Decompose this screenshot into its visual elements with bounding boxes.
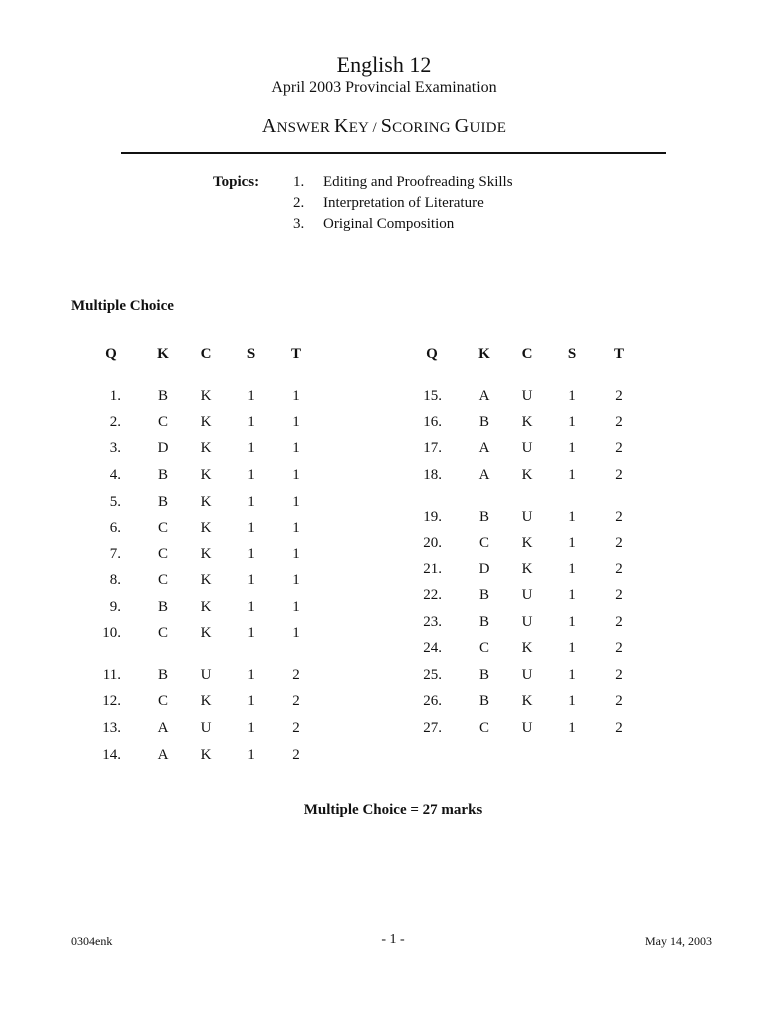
- cell-cognitive-level: U: [521, 720, 533, 736]
- cell-key: A: [157, 720, 169, 736]
- cell-topic: 2: [615, 667, 623, 683]
- cell-key: B: [478, 614, 489, 630]
- cell-key: B: [478, 587, 489, 603]
- topic-text: Editing and Proofreading Skills: [323, 174, 513, 190]
- cell-key: C: [478, 720, 489, 736]
- column-header-key: K: [157, 346, 169, 362]
- cell-key: B: [157, 667, 168, 683]
- column-header-topic: T: [613, 346, 624, 362]
- cell-cognitive-level: U: [521, 509, 533, 525]
- cell-q: 17.: [423, 440, 442, 456]
- cell-cognitive-level: K: [200, 520, 212, 536]
- cell-key: C: [157, 546, 168, 562]
- cell-cognitive-level: K: [200, 388, 212, 404]
- cell-topic: 2: [615, 388, 623, 404]
- cell-q: 2.: [109, 414, 121, 430]
- cell-score: 1: [247, 388, 255, 404]
- cell-q: 18.: [423, 467, 442, 483]
- cell-score: 1: [568, 667, 576, 683]
- topic-number: 1.: [293, 174, 305, 190]
- cell-score: 1: [247, 414, 255, 430]
- cell-key: C: [157, 414, 168, 430]
- cell-q: 20.: [423, 535, 442, 551]
- cell-score: 1: [247, 667, 255, 683]
- cell-cognitive-level: K: [200, 572, 212, 588]
- cell-score: 1: [568, 587, 576, 603]
- cell-topic: 2: [615, 640, 623, 656]
- cell-key: C: [157, 520, 168, 536]
- cell-q: 24.: [423, 640, 442, 656]
- cell-score: 1: [568, 509, 576, 525]
- column-header-key: K: [478, 346, 490, 362]
- footer-page-number: - 1 -: [381, 932, 405, 947]
- cell-cognitive-level: K: [200, 599, 212, 615]
- cell-cognitive-level: K: [200, 747, 212, 763]
- cell-topic: 2: [615, 587, 623, 603]
- cell-key: B: [478, 667, 489, 683]
- cell-score: 1: [247, 494, 255, 510]
- cell-topic: 2: [292, 747, 300, 763]
- cell-cognitive-level: K: [200, 440, 212, 456]
- cell-score: 1: [247, 467, 255, 483]
- cell-score: 1: [568, 414, 576, 430]
- cell-topic: 2: [615, 535, 623, 551]
- cell-score: 1: [568, 388, 576, 404]
- cell-cognitive-level: U: [200, 667, 212, 683]
- cell-topic: 2: [615, 693, 623, 709]
- cell-score: 1: [568, 467, 576, 483]
- cell-score: 1: [247, 720, 255, 736]
- cell-q: 4.: [109, 467, 121, 483]
- cell-topic: 2: [615, 414, 623, 430]
- column-header-q: Q: [426, 346, 438, 362]
- heading-cap: A: [261, 115, 277, 137]
- heading-divider: [121, 152, 666, 154]
- cell-q: 22.: [423, 587, 442, 603]
- cell-q: 10.: [102, 625, 121, 641]
- cell-score: 1: [568, 720, 576, 736]
- cell-cognitive-level: K: [200, 625, 212, 641]
- column-header-cognitive-level: C: [521, 346, 533, 362]
- cell-topic: 1: [292, 572, 300, 588]
- heading-small-caps: CORING: [392, 120, 455, 136]
- cell-score: 1: [568, 561, 576, 577]
- cell-score: 1: [247, 572, 255, 588]
- section-title: Multiple Choice: [71, 298, 174, 314]
- cell-score: 1: [247, 693, 255, 709]
- cell-q: 27.: [423, 720, 442, 736]
- cell-q: 7.: [109, 546, 121, 562]
- cell-score: 1: [568, 693, 576, 709]
- cell-cognitive-level: U: [521, 614, 533, 630]
- topic-number: 2.: [293, 195, 305, 211]
- heading-small-caps: NSWER: [276, 120, 335, 136]
- cell-key: A: [157, 747, 169, 763]
- heading-cap: G: [454, 115, 470, 137]
- cell-score: 1: [247, 440, 255, 456]
- cell-topic: 1: [292, 625, 300, 641]
- heading-small-caps: EY /: [348, 120, 381, 136]
- cell-key: B: [157, 388, 168, 404]
- document-subtitle: April 2003 Provincial Examination: [271, 79, 497, 96]
- cell-score: 1: [247, 747, 255, 763]
- cell-q: 3.: [109, 440, 121, 456]
- cell-q: 8.: [109, 572, 121, 588]
- answer-key-heading: [0, 115, 768, 138]
- cell-score: 1: [247, 546, 255, 562]
- cell-topic: 1: [292, 546, 300, 562]
- cell-score: 1: [247, 625, 255, 641]
- footer-document-code: 0304enk: [71, 934, 113, 948]
- summary-total: Multiple Choice = 27 marks: [303, 802, 483, 818]
- cell-key: C: [157, 625, 168, 641]
- cell-topic: 1: [292, 414, 300, 430]
- heading-cap: K: [334, 115, 349, 137]
- cell-key: B: [478, 414, 489, 430]
- cell-q: 6.: [109, 520, 121, 536]
- heading-small-caps: UIDE: [469, 120, 507, 136]
- footer-date: May 14, 2003: [645, 934, 712, 948]
- cell-cognitive-level: K: [521, 693, 533, 709]
- cell-topic: 2: [615, 440, 623, 456]
- cell-q: 15.: [423, 388, 442, 404]
- cell-topic: 1: [292, 388, 300, 404]
- cell-q: 26.: [423, 693, 442, 709]
- document-title: English 12: [336, 52, 432, 77]
- cell-topic: 2: [615, 509, 623, 525]
- cell-key: B: [157, 494, 168, 510]
- cell-score: 1: [568, 640, 576, 656]
- cell-cognitive-level: K: [200, 546, 212, 562]
- cell-cognitive-level: K: [521, 467, 533, 483]
- cell-cognitive-level: U: [200, 720, 212, 736]
- cell-q: 14.: [102, 747, 121, 763]
- cell-score: 1: [568, 614, 576, 630]
- cell-key: B: [478, 509, 489, 525]
- cell-cognitive-level: K: [200, 467, 212, 483]
- cell-score: 1: [568, 440, 576, 456]
- cell-cognitive-level: K: [200, 494, 212, 510]
- heading-cap: S: [380, 115, 393, 137]
- cell-score: 1: [247, 599, 255, 615]
- cell-key: D: [157, 440, 169, 456]
- column-header-score: S: [567, 346, 577, 362]
- cell-key: C: [478, 535, 489, 551]
- cell-key: A: [478, 388, 490, 404]
- cell-topic: 2: [292, 720, 300, 736]
- cell-topic: 1: [292, 520, 300, 536]
- cell-topic: 1: [292, 440, 300, 456]
- topic-text: Original Composition: [323, 216, 455, 232]
- topic-number: 3.: [293, 216, 305, 232]
- cell-q: 19.: [423, 509, 442, 525]
- cell-cognitive-level: K: [521, 535, 533, 551]
- cell-topic: 1: [292, 467, 300, 483]
- cell-key: B: [157, 467, 168, 483]
- cell-cognitive-level: K: [200, 693, 212, 709]
- cell-key: C: [157, 572, 168, 588]
- cell-cognitive-level: U: [521, 388, 533, 404]
- cell-key: A: [478, 440, 490, 456]
- cell-q: 16.: [423, 414, 442, 430]
- cell-topic: 2: [615, 561, 623, 577]
- cell-q: 11.: [102, 667, 121, 683]
- column-header-score: S: [246, 346, 256, 362]
- cell-cognitive-level: K: [521, 561, 533, 577]
- cell-topic: 2: [615, 467, 623, 483]
- cell-q: 21.: [423, 561, 442, 577]
- cell-cognitive-level: U: [521, 587, 533, 603]
- column-header-q: Q: [105, 346, 117, 362]
- cell-key: B: [478, 693, 489, 709]
- cell-q: 23.: [423, 614, 442, 630]
- cell-key: C: [478, 640, 489, 656]
- cell-score: 1: [247, 520, 255, 536]
- cell-topic: 1: [292, 599, 300, 615]
- cell-q: 13.: [102, 720, 121, 736]
- cell-topic: 2: [292, 667, 300, 683]
- column-header-topic: T: [290, 346, 301, 362]
- cell-cognitive-level: U: [521, 440, 533, 456]
- cell-q: 25.: [423, 667, 442, 683]
- cell-topic: 1: [292, 494, 300, 510]
- cell-key: D: [478, 561, 490, 577]
- cell-topic: 2: [615, 720, 623, 736]
- cell-cognitive-level: U: [521, 667, 533, 683]
- cell-key: B: [157, 599, 168, 615]
- cell-key: A: [478, 467, 490, 483]
- column-header-cognitive-level: C: [200, 346, 212, 362]
- cell-topic: 2: [615, 614, 623, 630]
- cell-key: C: [157, 693, 168, 709]
- topics-label: Topics:: [213, 174, 260, 190]
- topic-text: Interpretation of Literature: [323, 195, 484, 211]
- cell-cognitive-level: K: [521, 414, 533, 430]
- cell-cognitive-level: K: [200, 414, 212, 430]
- cell-q: 5.: [109, 494, 121, 510]
- cell-q: 12.: [102, 693, 121, 709]
- cell-score: 1: [568, 535, 576, 551]
- cell-topic: 2: [292, 693, 300, 709]
- cell-q: 1.: [109, 388, 121, 404]
- cell-q: 9.: [109, 599, 121, 615]
- cell-cognitive-level: K: [521, 640, 533, 656]
